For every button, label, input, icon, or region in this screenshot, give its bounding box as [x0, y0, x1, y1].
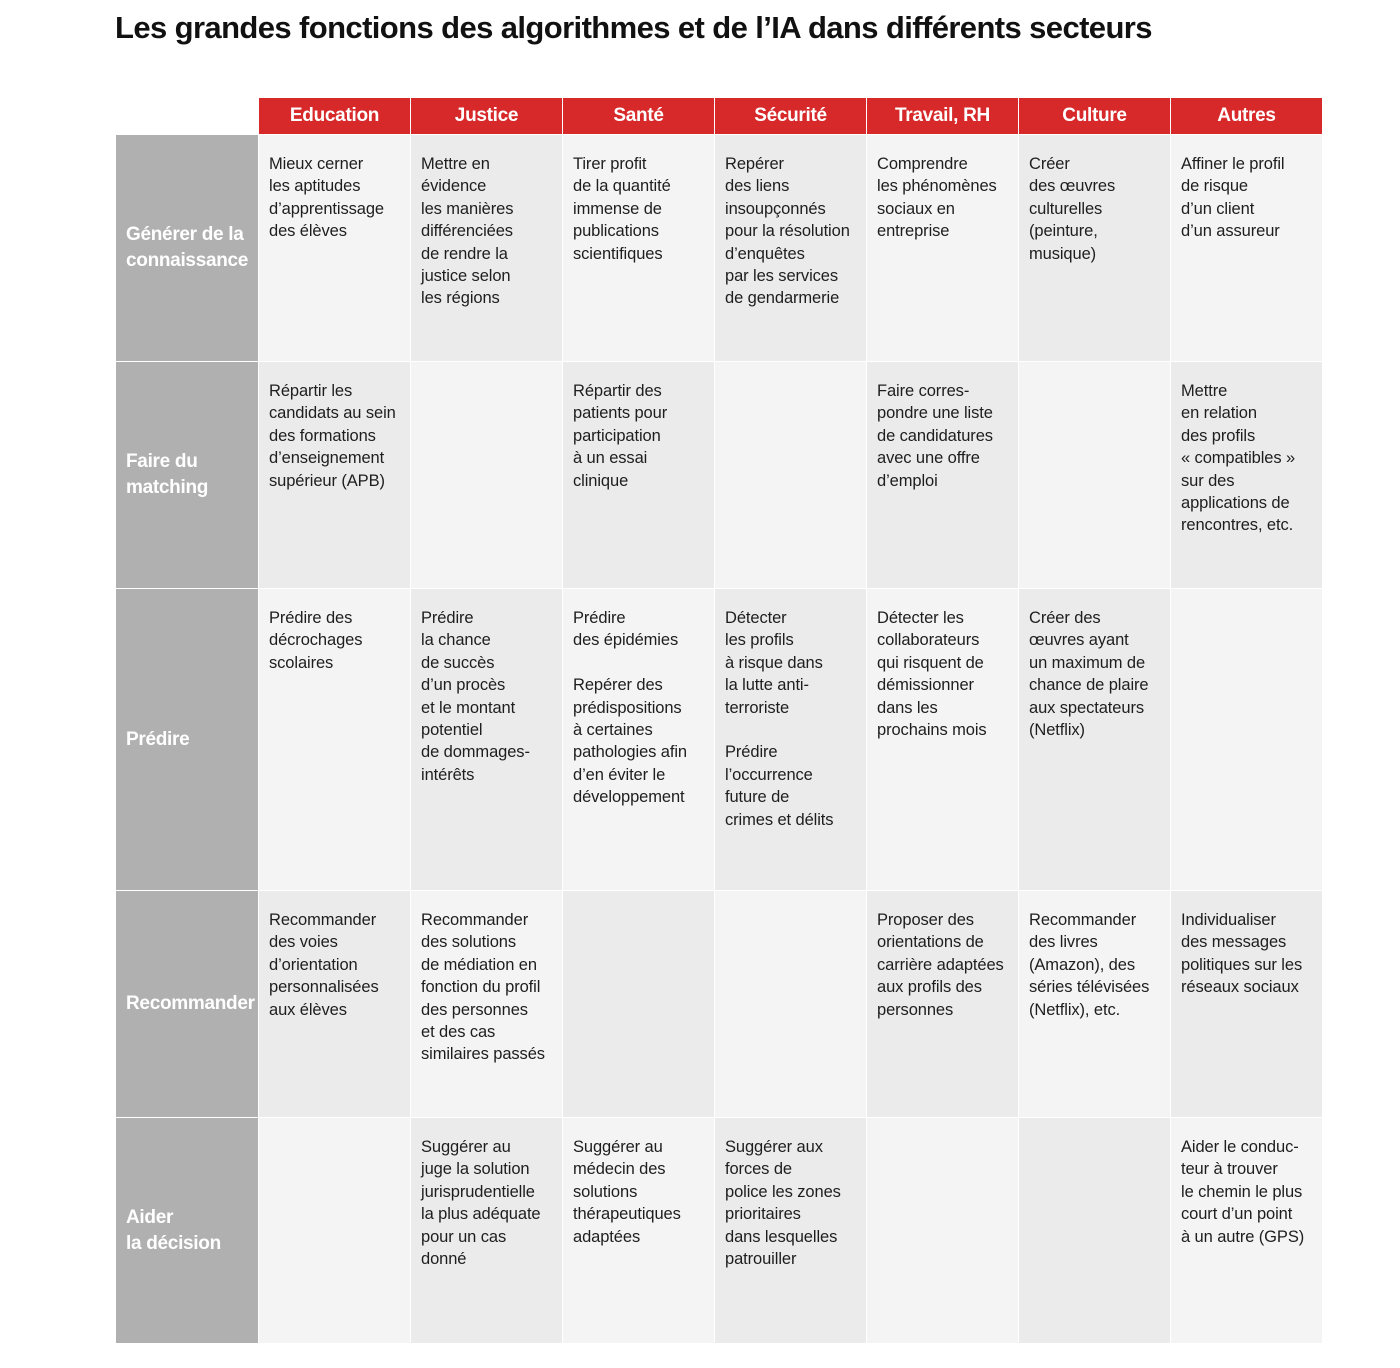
row-header-generer-connaissance: Générer de la connaissance — [116, 134, 258, 361]
table-cell — [1170, 588, 1322, 890]
table-cell: Répartir des patients pour participation à un essai clinique — [562, 361, 714, 588]
row-header-aider-decision: Aider la décision — [116, 1117, 258, 1343]
table-cell: Comprendre les phénomènes sociaux en entreprise — [866, 134, 1018, 361]
column-header-culture: Culture — [1018, 98, 1170, 134]
table-cell — [714, 361, 866, 588]
table-cell: Faire corres- pondre une liste de candidatures avec une offre d’emploi — [866, 361, 1018, 588]
table-cell: Recommander des voies d’orientation personnalisées aux élèves — [258, 890, 410, 1117]
table-cell: Créer des œuvres ayant un maximum de chance de plaire aux spectateurs (Netflix) — [1018, 588, 1170, 890]
table-cell: Suggérer au médecin des solutions thérapeutiques adaptées — [562, 1117, 714, 1343]
table-cell: Proposer des orientations de carrière adaptées aux profils des personnes — [866, 890, 1018, 1117]
table-cell: Prédire des épidémies Repérer des prédispositions à certaines pathologies afin d’en éviter le développement — [562, 588, 714, 890]
table-cell — [714, 890, 866, 1117]
column-header-travail-rh: Travail, RH — [866, 98, 1018, 134]
table-cell — [258, 1117, 410, 1343]
functions-table — [116, 98, 1321, 1343]
table-cell: Individualiser des messages politiques sur les réseaux sociaux — [1170, 890, 1322, 1117]
table-cell: Mettre en évidence les manières différenciées de rendre la justice selon les régions — [410, 134, 562, 361]
column-header-securite: Sécurité — [714, 98, 866, 134]
page-title: Les grandes fonctions des algorithmes et de l’IA dans différents secteurs — [115, 10, 1152, 45]
table-corner — [116, 98, 258, 134]
table-cell: Créer des œuvres culturelles (peinture, musique) — [1018, 134, 1170, 361]
table-cell: Prédire des décrochages scolaires — [258, 588, 410, 890]
table-cell: Repérer des liens insoupçonnés pour la résolution d’enquêtes par les services de gendarmerie — [714, 134, 866, 361]
table-cell: Suggérer au juge la solution jurisprudentielle la plus adéquate pour un cas donné — [410, 1117, 562, 1343]
row-header-faire-matching: Faire du matching — [116, 361, 258, 588]
table-cell: Mettre en relation des profils « compatibles » sur des applications de rencontres, etc. — [1170, 361, 1322, 588]
table-cell: Prédire la chance de succès d’un procès et le montant potentiel de dommages- intérêts — [410, 588, 562, 890]
table-cell: Répartir les candidats au sein des formations d’enseignement supérieur (APB) — [258, 361, 410, 588]
table-cell — [562, 890, 714, 1117]
column-header-autres: Autres — [1170, 98, 1322, 134]
table-cell: Affiner le profil de risque d’un client d’un assureur — [1170, 134, 1322, 361]
table-cell: Mieux cerner les aptitudes d’apprentissage des élèves — [258, 134, 410, 361]
table-cell: Tirer profit de la quantité immense de publications scientifiques — [562, 134, 714, 361]
table-cell — [1018, 361, 1170, 588]
column-header-justice: Justice — [410, 98, 562, 134]
table-cell — [866, 1117, 1018, 1343]
table-cell: Recommander des solutions de médiation en fonction du profil des personnes et des cas similaires passés — [410, 890, 562, 1117]
column-header-education: Education — [258, 98, 410, 134]
row-header-recommander: Recommander — [116, 890, 258, 1117]
table-cell: Recommander des livres (Amazon), des séries télévisées (Netflix), etc. — [1018, 890, 1170, 1117]
table-cell: Détecter les collaborateurs qui risquent de démissionner dans les prochains mois — [866, 588, 1018, 890]
table-cell: Aider le conduc- teur à trouver le chemin le plus court d’un point à un autre (GPS) — [1170, 1117, 1322, 1343]
row-header-predire: Prédire — [116, 588, 258, 890]
table-cell: Détecter les profils à risque dans la lutte anti- terroriste Prédire l’occurrence future de crimes et délits — [714, 588, 866, 890]
table-cell: Suggérer aux forces de police les zones prioritaires dans lesquelles patrouiller — [714, 1117, 866, 1343]
column-header-sante: Santé — [562, 98, 714, 134]
table-cell — [410, 361, 562, 588]
table-cell — [1018, 1117, 1170, 1343]
